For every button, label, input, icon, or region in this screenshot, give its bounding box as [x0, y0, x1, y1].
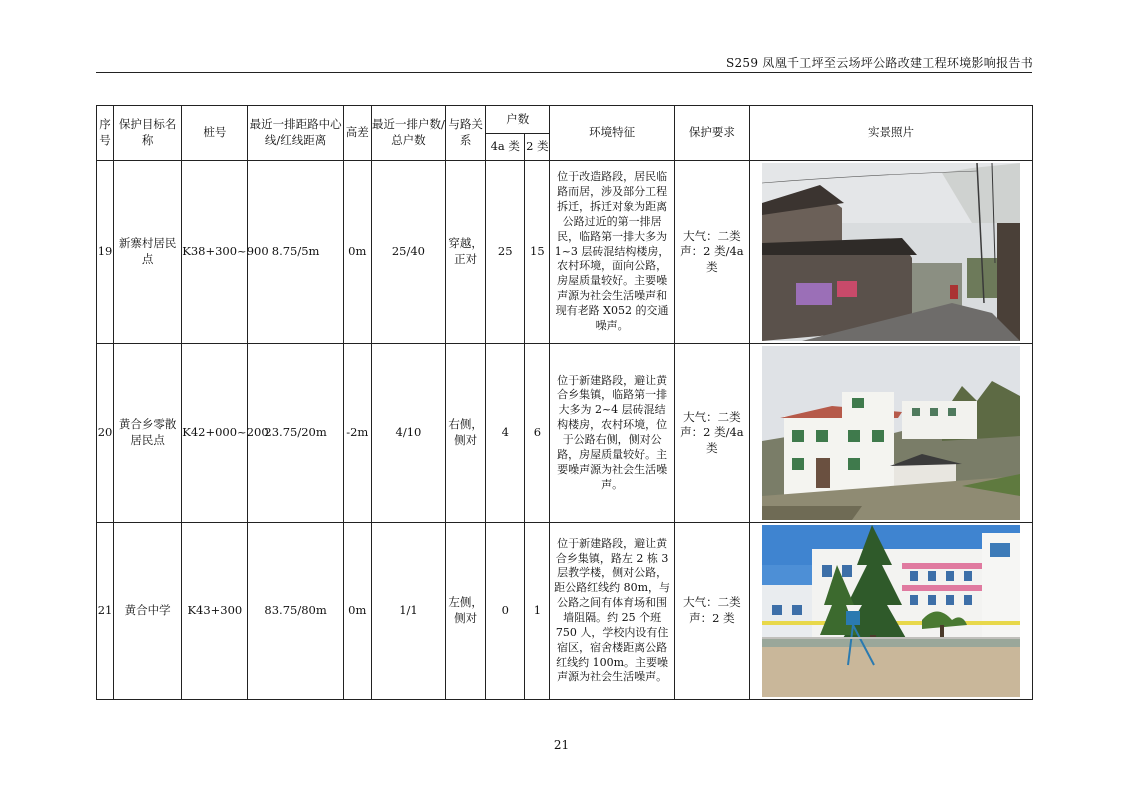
header-hh-4a: 4a 类	[486, 134, 525, 161]
header-photo: 实景照片	[750, 106, 1033, 161]
cell-photo	[750, 161, 1033, 344]
cell-relation: 穿越，正对	[446, 161, 486, 344]
cell-name: 黄合乡零散居民点	[114, 344, 182, 523]
header-target: 保护目标名称	[114, 106, 182, 161]
cell-photo	[750, 344, 1033, 523]
header-seq: 序号	[97, 106, 114, 161]
school-building-photo	[762, 525, 1020, 697]
cell-station: K43+300	[182, 523, 248, 700]
header-env: 环境特征	[550, 106, 674, 161]
cell-households: 4/10	[371, 344, 445, 523]
cell-hh-4a: 25	[486, 161, 525, 344]
cell-hh-2: 15	[525, 161, 550, 344]
cell-name: 新寨村居民点	[114, 161, 182, 344]
header-station: 桩号	[182, 106, 248, 161]
table-row	[97, 161, 1033, 344]
cell-relation: 右侧，侧对	[446, 344, 486, 523]
cell-height: 0m	[343, 523, 371, 700]
cell-relation: 左侧，侧对	[446, 523, 486, 700]
cell-seq: 20	[97, 344, 114, 523]
cell-req: 大气：二类 声：2 类	[674, 523, 749, 700]
header-relation: 与路关系	[446, 106, 486, 161]
cell-distance: 8.75/5m	[248, 161, 343, 344]
cell-hh-2: 6	[525, 344, 550, 523]
cell-req: 大气：二类 声：2 类/4a 类	[674, 161, 749, 344]
header-rule	[96, 72, 1032, 73]
header-hh-2: 2 类	[525, 134, 550, 161]
cell-hh-2: 1	[525, 523, 550, 700]
header-distance: 最近一排距路中心线/红线距离	[248, 106, 343, 161]
header-req: 保护要求	[674, 106, 749, 161]
cell-req: 大气：二类 声：2 类/4a 类	[674, 344, 749, 523]
cell-households: 1/1	[371, 523, 445, 700]
cell-hh-4a: 4	[486, 344, 525, 523]
cell-distance: 23.75/20m	[248, 344, 343, 523]
cell-hh-4a: 0	[486, 523, 525, 700]
rural-houses-photo	[762, 346, 1020, 520]
table-row	[97, 344, 1033, 523]
cell-seq: 21	[97, 523, 114, 700]
village-street-photo	[762, 163, 1020, 341]
header-height: 高差	[343, 106, 371, 161]
header-households: 最近一排户数/总户数	[371, 106, 445, 161]
document-header: S259 凤凰千工坪至云场坪公路改建工程环境影响报告书	[725, 56, 1033, 70]
cell-station: K38+300~900	[182, 161, 248, 344]
cell-households: 25/40	[371, 161, 445, 344]
cell-env: 位于改造路段，居民临路而居，涉及部分工程拆迁，拆迁对象为距离公路过近的第一排居民，临路第一排大多为1~3 层砖混结构楼房，农村环境，面向公路，房屋质量较好。主要噪声源为社会生活噪声和现有老路 X052 的交通噪声。	[550, 161, 674, 344]
header-row	[97, 106, 1033, 134]
cell-env: 位于新建路段，避让黄合乡集镇，路左 2 栋 3 层教学楼，侧对公路，距公路红线约 80m，与公路之间有体育场和围墙阻隔。约 25 个班 750 人，学校内设有住宿区，宿舍楼距离公路红线约 100m。主要噪声源为社会生活噪声。	[550, 523, 674, 700]
cell-station: K42+000~200	[182, 344, 248, 523]
cell-name: 黄合中学	[114, 523, 182, 700]
cell-height: -2m	[343, 344, 371, 523]
cell-env: 位于新建路段，避让黄合乡集镇，临路第一排大多为 2~4 层砖混结构楼房，农村环境，位于公路右侧，侧对公路，房屋质量较好。主要噪声源为社会生活噪声。	[550, 344, 674, 523]
table-row	[97, 523, 1033, 700]
cell-photo	[750, 523, 1033, 700]
cell-seq: 19	[97, 161, 114, 344]
cell-distance: 83.75/80m	[248, 523, 343, 700]
header-hh-group: 户数	[486, 106, 550, 134]
page-number: 21	[553, 738, 570, 752]
cell-height: 0m	[343, 161, 371, 344]
protection-targets-table	[96, 105, 1033, 700]
